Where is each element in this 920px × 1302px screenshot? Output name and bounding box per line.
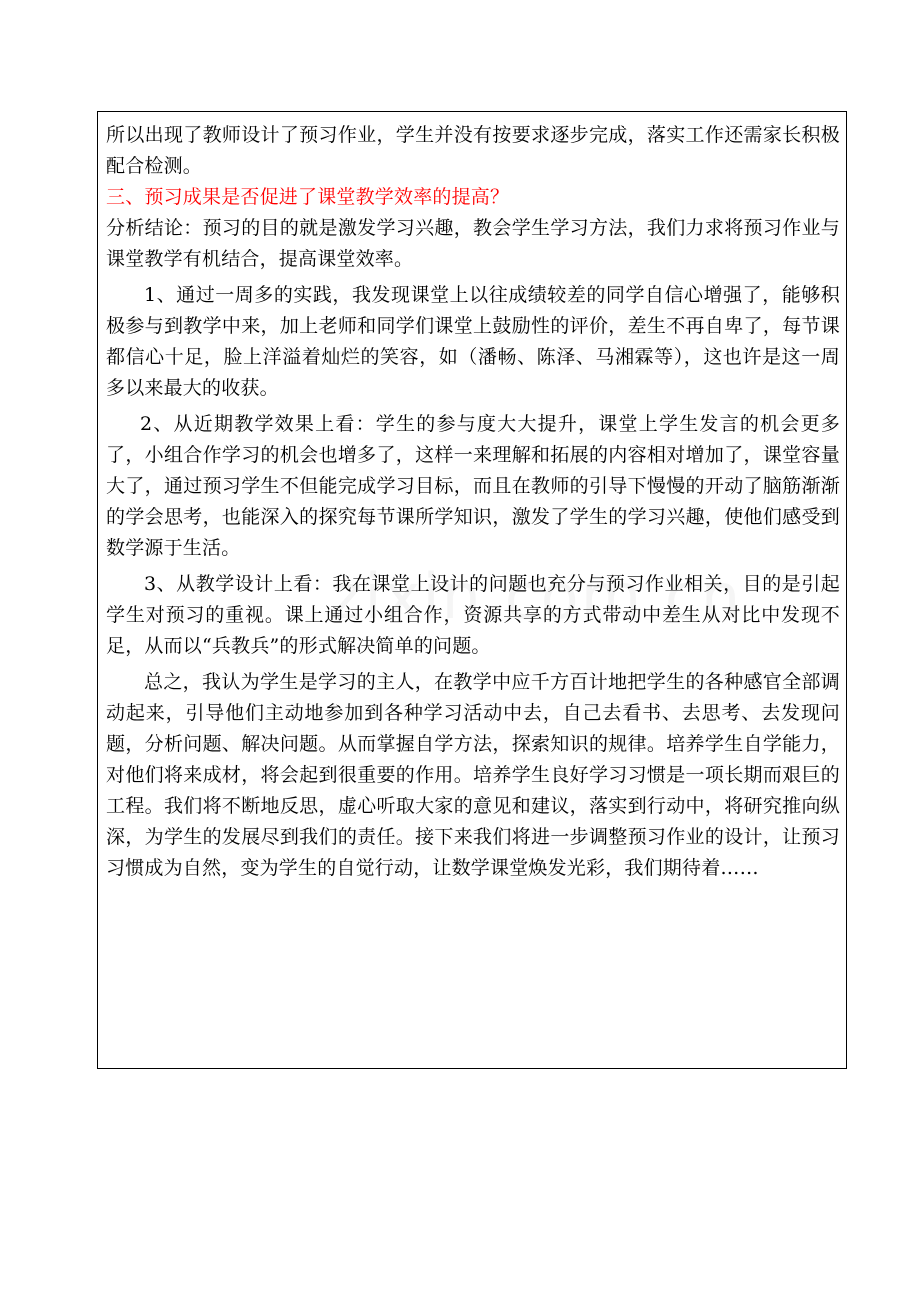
point-3-paragraph: 3、从教学设计上看：我在课堂上设计的问题也充分与预习作业相关，目的是引起学生对预习的重视。课上通过小组合作，资源共享的方式带动中差生从对比中发现不足，从而以“兵教兵”的形式解决简单的问题。: [106, 573, 840, 657]
point-2-paragraph: 2、从近期教学效果上看：学生的参与度大大提升，课堂上学生发言的机会更多了，小组合作学习的机会也增多了，这样一来理解和拓展的内容相对增加了，课堂容量大了，通过预习学生不但能完成学习目标，而且在教师的引导下慢慢的开动了脑筋渐渐的学会思考，也能深入的探究每节课所学知识，激发了学生的学习兴趣，使他们感受到数学源于生活。: [106, 413, 840, 559]
section-heading: 三、预习成果是否促进了课堂教学效率的提高？: [106, 186, 510, 208]
point-1-paragraph: 1、通过一周多的实践，我发现课堂上以往成绩较差的同学自信心增强了，能够积极参与到教学中来，加上老师和同学们课堂上鼓励性的评价，差生不再自卑了，每节课都信心十足，脸上洋溢着灿烂的笑容，如（潘畅、陈泽、马湘霖等），这也许是这一周多以来最大的收获。: [106, 284, 840, 399]
document-table-cell: [97, 111, 847, 1069]
analysis-paragraph: 分析结论：预习的目的就是激发学习兴趣，教会学生学习方法，我们力求将预习作业与课堂教学有机结合，提高课堂效率。: [106, 217, 840, 270]
summary-paragraph: 总之，我认为学生是学习的主人，在教学中应千方百计地把学生的各种感官全部调动起来，引导他们主动地参加到各种学习活动中去，自己去看书、去思考、去发现问题，分析问题、解决问题。从而掌握自学方法，探索知识的规律。培养学生自学能力，对他们将来成材，将会起到很重要的作用。培养学生良好学习习惯是一项长期而艰巨的工程。我们将不断地反思，虚心听取大家的意见和建议，落实到行动中，将研究推向纵深，为学生的发展尽到我们的责任。接下来我们将进一步调整预习作业的设计，让预习习惯成为自然，变为学生的自觉行动，让数学课堂焕发光彩，我们期待着……: [106, 671, 840, 879]
continuation-paragraph: 所以出现了教师设计了预习作业，学生并没有按要求逐步完成，落实工作还需家长积极配合检测。: [106, 124, 840, 177]
